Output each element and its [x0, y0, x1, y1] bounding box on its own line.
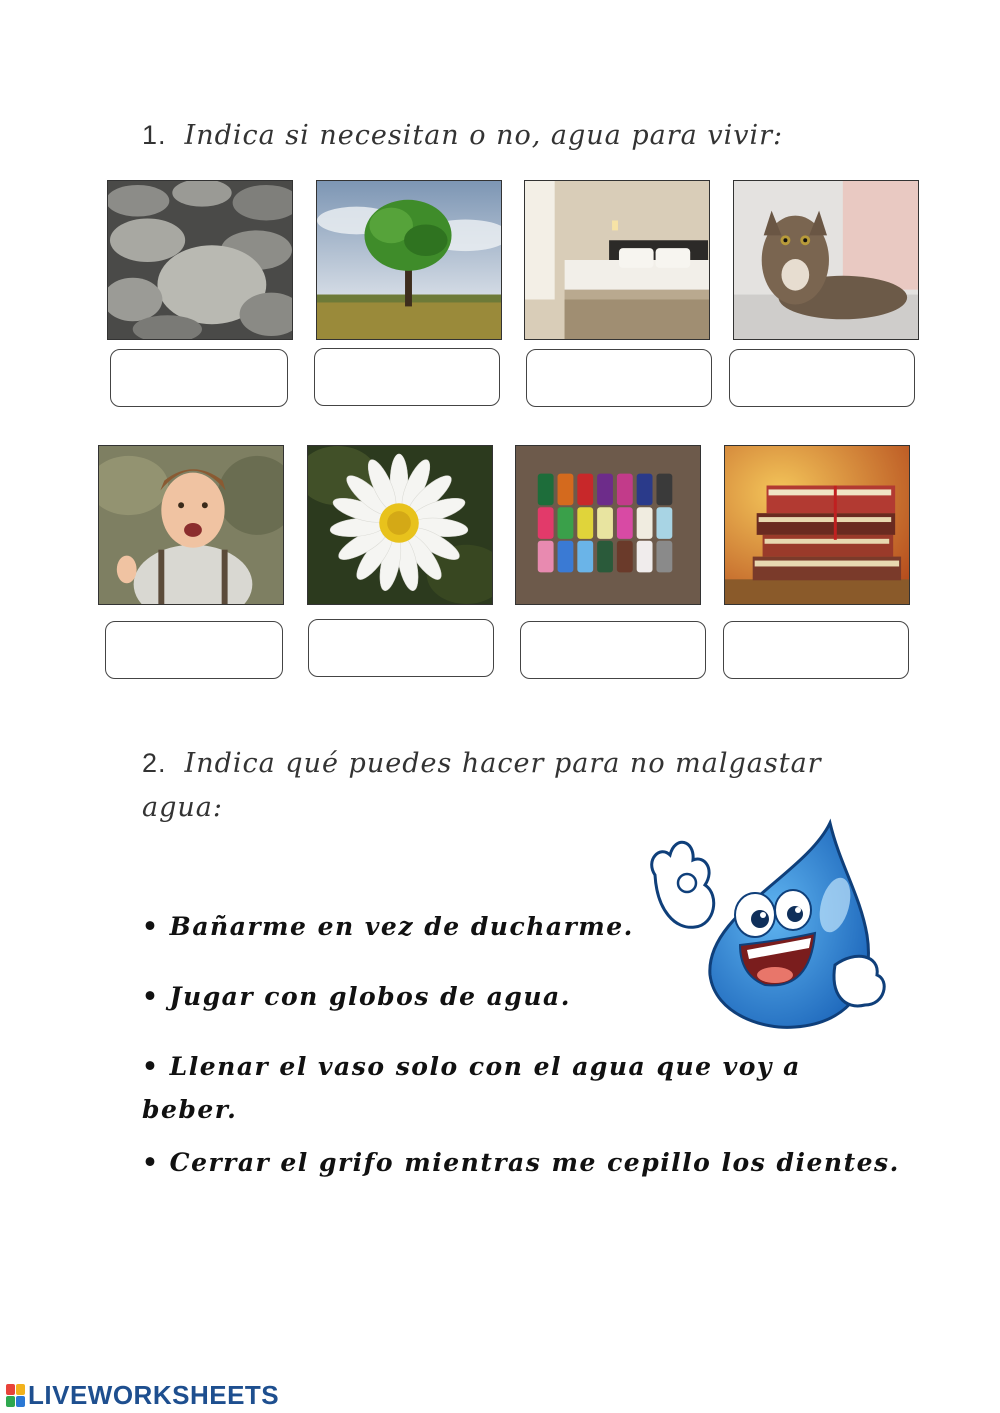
liveworksheets-logo: [6, 1380, 279, 1411]
answer-box-daisy[interactable]: [308, 619, 494, 677]
question-2-title: [142, 748, 822, 779]
books-image: [724, 445, 910, 605]
question-1-number: 1.: [142, 120, 167, 150]
option-fill-glass: • Llenar el vaso solo con el agua que voy a: [142, 1052, 801, 1081]
question-2-text-line2: agua:: [142, 792, 223, 823]
tree-image: [316, 180, 502, 340]
option-bathe: • Bañarme en vez de ducharme.: [142, 912, 634, 941]
answer-box-tree[interactable]: [314, 348, 500, 406]
answer-box-bed[interactable]: [526, 349, 712, 407]
thread-spools-image: [515, 445, 701, 605]
stones-image: [107, 180, 293, 340]
answer-box-stones[interactable]: [110, 349, 288, 407]
answer-box-cat[interactable]: [729, 349, 915, 407]
bed-image: [524, 180, 710, 340]
cat-image: [733, 180, 919, 340]
question-1-text: Indica si necesitan o no, agua para vivir:: [184, 120, 784, 151]
option-fill-glass-cont: beber.: [142, 1095, 238, 1124]
answer-box-boy[interactable]: [105, 621, 283, 679]
water-drop-mascot-image: [635, 815, 895, 1030]
option-water-balloons: • Jugar con globos de agua.: [142, 982, 571, 1011]
answer-box-thread-spools[interactable]: [520, 621, 706, 679]
question-1-title: [142, 120, 783, 151]
question-2-number: 2.: [142, 748, 167, 778]
liveworksheets-logo-icon: [6, 1384, 25, 1407]
boy-image: [98, 445, 284, 605]
answer-box-books[interactable]: [723, 621, 909, 679]
daisy-image: [307, 445, 493, 605]
brand-name: LIVEWORKSHEETS: [28, 1380, 280, 1410]
option-close-tap: • Cerrar el grifo mientras me cepillo los dientes.: [142, 1148, 900, 1177]
question-2-text-line1: Indica qué puedes hacer para no malgastar: [184, 748, 822, 779]
